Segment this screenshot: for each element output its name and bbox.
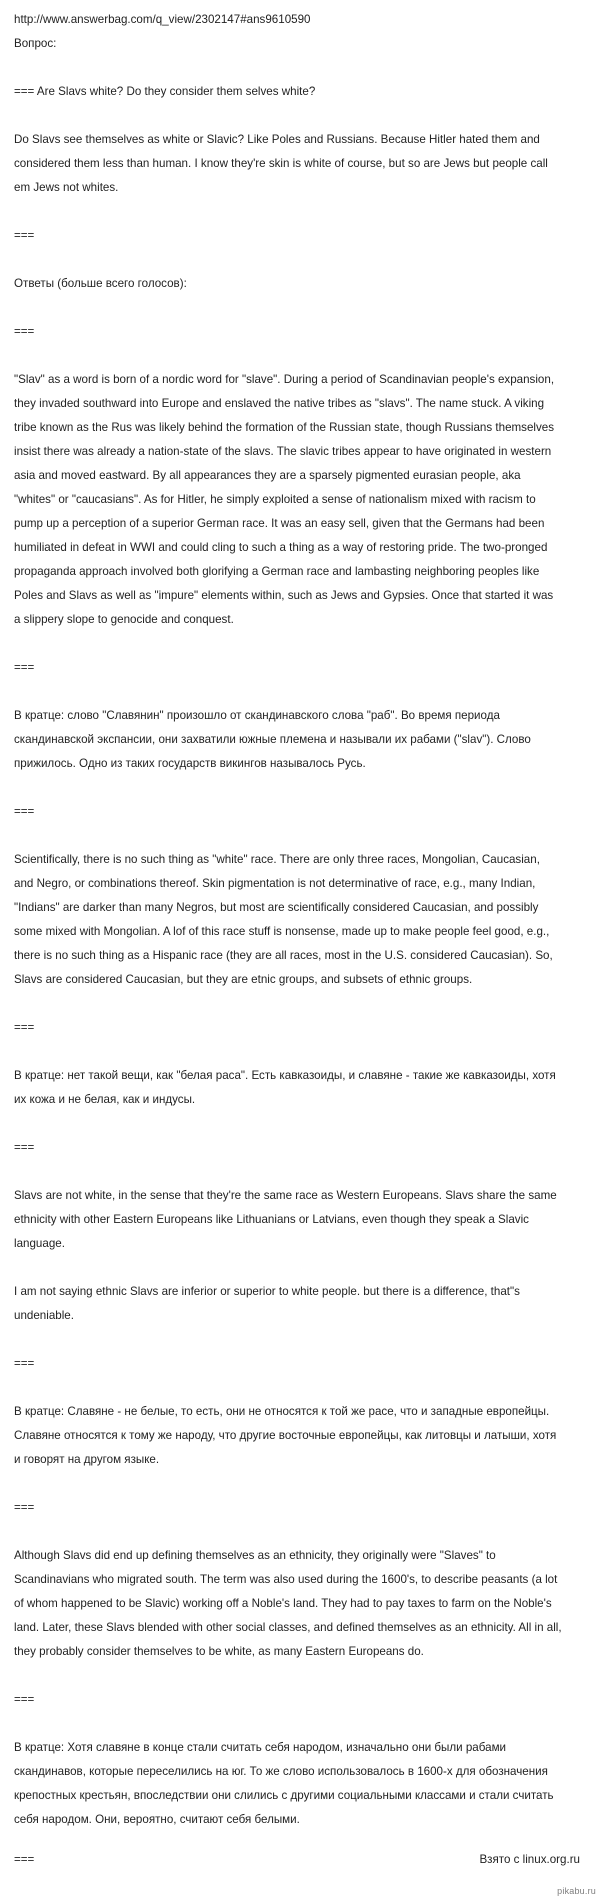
answer-line: pump up a perception of a superior German race. It was an easy sell, given that the Germans had been xyxy=(14,517,545,530)
summary-3 xyxy=(14,1400,590,1472)
answer-line: Slavs are considered Caucasian, but they are etnic groups, and subsets of ethnic groups. xyxy=(14,973,473,986)
separator: === xyxy=(14,661,35,674)
summary-line: скандинавов, которые переселились на юг. То же слово использовалось в 1600-х для обозначения xyxy=(14,1765,548,1778)
answer-3 xyxy=(14,1184,590,1328)
answer-4 xyxy=(14,1544,590,1664)
summary-line: скандинавской экспансии, они захватили южные племена и называли их рабами ("slav"). Слово xyxy=(14,733,531,746)
summary-2 xyxy=(14,1064,590,1112)
answer-line: "Slav" as a word is born of a nordic word for "slave". During a period of Scandinavian people's expansion, xyxy=(14,373,555,386)
summary-line: их кожа и не белая, как и индусы. xyxy=(14,1093,196,1106)
separator: === xyxy=(14,1141,35,1154)
footer xyxy=(14,1848,582,1872)
summary-line: себя народом. Они, вероятно, считают себя белыми. xyxy=(14,1813,300,1826)
answer-line: I am not saying ethnic Slavs are inferior or superior to white people. but there is a difference, that"s xyxy=(14,1285,520,1298)
answer-line: and Negro, or combinations thereof. Skin pigmentation is not determinative of race, e.g., many Indian, xyxy=(14,877,536,890)
answer-line: propaganda approach involved both glorifying a German race and lambasting neighboring peoples like xyxy=(14,565,540,578)
answer-line: Scandinavians who migrated south. The term was also used during the 1600's, to describe peasants (a lot xyxy=(14,1573,558,1586)
separator: === xyxy=(14,805,35,818)
answer-line: of whom happened to be Slavic) working off a Noble's land. They had to pay taxes to farm on the Noble's xyxy=(14,1597,552,1610)
answer-line: Slavs are not white, in the sense that they're the same race as Western Europeans. Slavs share the same xyxy=(14,1189,557,1202)
watermark-text: pikabu.ru xyxy=(557,1886,596,1896)
summary-4 xyxy=(14,1736,590,1832)
source-credit: Взято с linux.org.ru xyxy=(479,1853,580,1866)
answer-1 xyxy=(14,368,590,632)
summary-line: В кратце: слово "Славянин" произошло от скандинавского слова "раб". Во время периода xyxy=(14,709,500,722)
answer-line: they probably consider themselves to be white, as many Eastern Europeans do. xyxy=(14,1645,424,1658)
question-label: Вопрос: xyxy=(14,37,57,50)
summary-line: В кратце: Славяне - не белые, то есть, они не относятся к той же расе, что и западные европейцы. xyxy=(14,1405,550,1418)
separator: === xyxy=(14,1357,35,1370)
answer-line: a slippery slope to genocide and conquest. xyxy=(14,613,234,626)
answer-2 xyxy=(14,848,590,992)
answer-line: tribe known as the Rus was likely behind the formation of the Russian state, though Russians themselves xyxy=(14,421,555,434)
site-watermark xyxy=(557,1885,596,1897)
answer-line: there is no such thing as a Hispanic race (they are all races, most in the U.S. considered Caucasian). So, xyxy=(14,949,553,962)
answer-line: "whites" or "caucasians". As for Hitler, he simply exploited a sense of nationalism mixed with racism to xyxy=(14,493,536,506)
separator: === xyxy=(14,229,35,242)
document-content xyxy=(14,8,590,1832)
summary-line: прижилось. Одно из таких государств викингов называлось Русь. xyxy=(14,757,366,770)
answer-line: insist there was already a nation-state of the slavs. The slavic tribes appear to have originated in western xyxy=(14,445,552,458)
answer-line: asia and moved eastward. By all appearances they are a sparsely pigmented eurasian people, aka xyxy=(14,469,521,482)
answer-line: they invaded southward into Europe and enslaved the native tribes as "slavs". The name stuck. A viking xyxy=(14,397,545,410)
answer-line: Poles and Slavs as well as "impure" elements within, such as Jews and Gypsies. Once that started it was xyxy=(14,589,554,602)
source-url: http://www.answerbag.com/q_view/2302147#ans9610590 xyxy=(14,13,311,26)
summary-line: Славяне относятся к тому же народу, что другие восточные европейцы, как литовцы и латыши, хотя xyxy=(14,1429,557,1442)
summary-line: и говорят на другом языке. xyxy=(14,1453,160,1466)
answer-line: "Indians" are darker than many Negros, but most are scientifically considered Caucasian, and possibly xyxy=(14,901,539,914)
question-line: Do Slavs see themselves as white or Slavic? Like Poles and Russians. Because Hitler hated them and xyxy=(14,133,540,146)
answer-line: undeniable. xyxy=(14,1309,74,1322)
question-line: em Jews not whites. xyxy=(14,181,119,194)
question-title: === Are Slavs white? Do they consider them selves white? xyxy=(14,85,316,98)
answer-line: ethnicity with other Eastern Europeans like Lithuanians or Latvians, even though they speak a Slavic xyxy=(14,1213,529,1226)
answers-label: Ответы (больше всего голосов): xyxy=(14,277,187,290)
answer-line: humiliated in defeat in WWI and could cling to such a thing as a way of restoring pride. The two-pronged xyxy=(14,541,548,554)
question-line: considered them less than human. I know they're skin is white of course, but so are Jews but people call xyxy=(14,157,548,170)
separator: === xyxy=(14,1501,35,1514)
footer-separator: === xyxy=(14,1853,35,1866)
answer-line: language. xyxy=(14,1237,65,1250)
separator: === xyxy=(14,1021,35,1034)
answer-line: Although Slavs did end up defining themselves as an ethnicity, they originally were "Slaves" to xyxy=(14,1549,496,1562)
summary-line: В кратце: нет такой вещи, как "белая раса". Есть кавказоиды, и славяне - такие же кавказоиды, хотя xyxy=(14,1069,556,1082)
separator: === xyxy=(14,325,35,338)
separator: === xyxy=(14,1693,35,1706)
answer-line: land. Later, these Slavs blended with other social classes, and defined themselves as an ethnicity. All in all, xyxy=(14,1621,562,1634)
answer-line: some mixed with Mongolian. A lof of this race stuff is nonsense, made up to make people feel good, e.g., xyxy=(14,925,550,938)
answer-line: Scientifically, there is no such thing as "white" race. There are only three races, Mongolian, Caucasian, xyxy=(14,853,540,866)
summary-1 xyxy=(14,704,590,776)
summary-line: крепостных крестьян, впоследствии они слились с другими социальными классами и стали считать xyxy=(14,1789,554,1802)
question-body xyxy=(14,128,590,200)
summary-line: В кратце: Хотя славяне в конце стали считать себя народом, изначально они были рабами xyxy=(14,1741,507,1754)
